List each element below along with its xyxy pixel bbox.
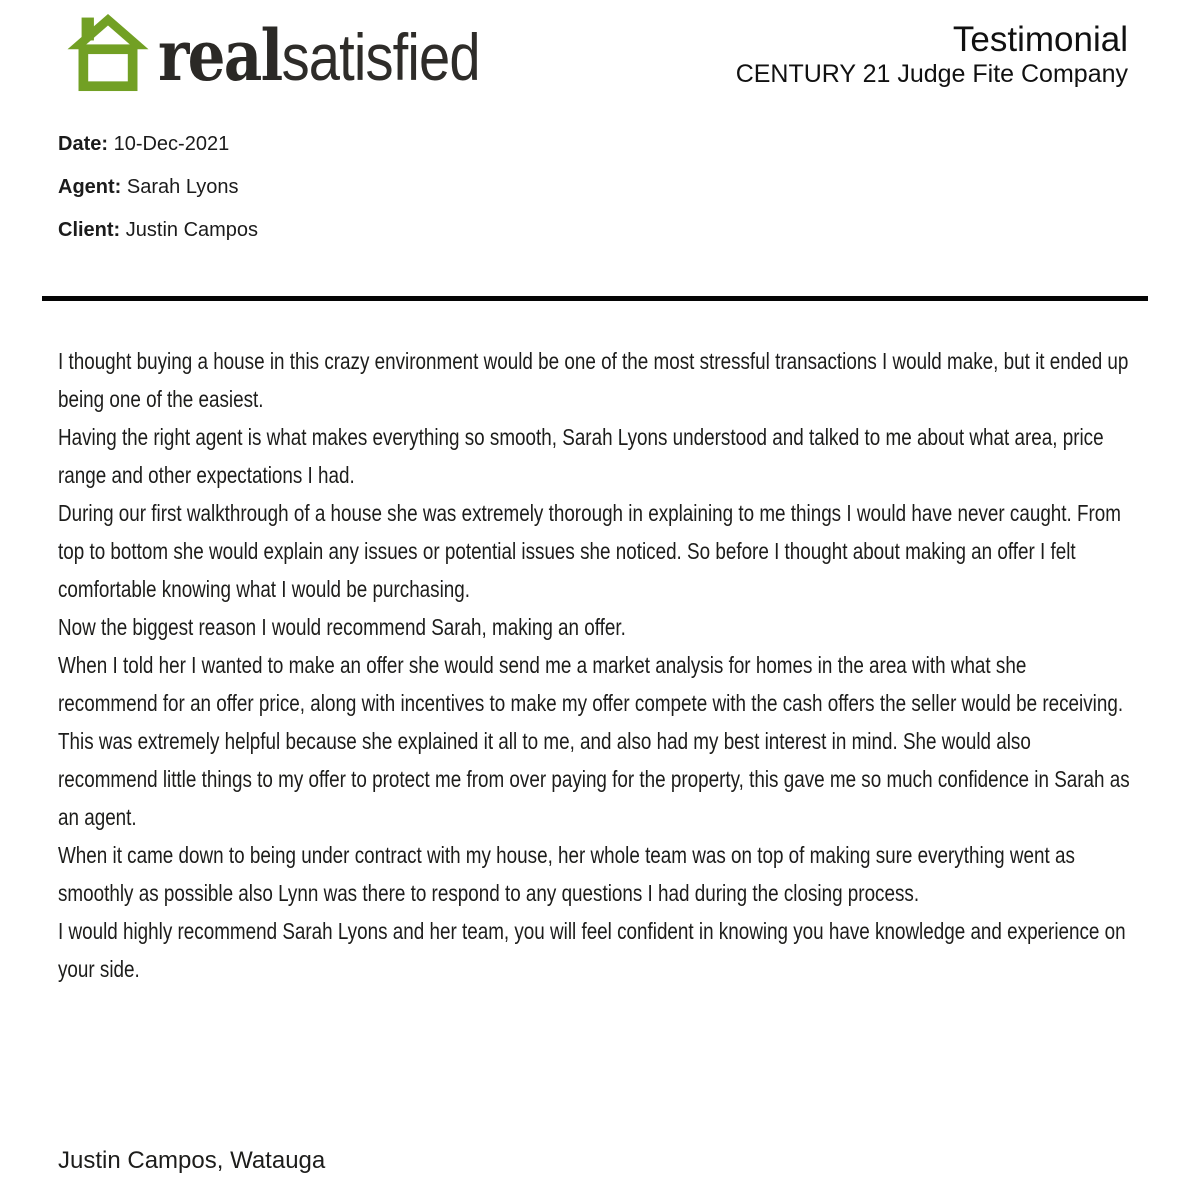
logo-word-satisfied: satisfied — [281, 20, 480, 94]
testimonial-paragraph: During our first walkthrough of a house she was extremely thorough in explaining to me things I would have never caught. From top to bottom she would explain any issues or potential issues she noticed. So before I thought about making an offer I felt comfortable knowing what I would be purchasing. — [58, 500, 1122, 602]
testimonial-paragraph: I would highly recommend Sarah Lyons and her team, you will feel confident in knowing you have knowledge and experience on your side. — [58, 918, 1126, 982]
testimonial-paragraph: When I told her I wanted to make an offer she would send me a market analysis for homes in the area with what she recommend for an offer price, along with incentives to make my offer compete with the cash offers the seller would be receiving. This was extremely helpful because she explained it all to me, and also had my best interest in mind. She would also recommend little things to my offer to protect me from over paying for the property, this gave me so much confidence in Sarah as an agent. — [58, 652, 1130, 830]
date-value: 10-Dec-2021 — [113, 133, 230, 155]
realsatisfied-logo — [64, 6, 537, 97]
meta-row-agent — [58, 176, 258, 198]
horizontal-divider — [42, 296, 1148, 301]
logo-wordmark — [158, 6, 480, 97]
document-header — [736, 20, 1128, 88]
agent-label: Agent: — [58, 176, 122, 198]
client-value: Justin Campos — [125, 219, 259, 241]
client-label: Client: — [58, 219, 121, 241]
agent-value: Sarah Lyons — [126, 176, 239, 198]
testimonial-paragraph: When it came down to being under contract with my house, her whole team was on top of making sure everything went as smoothly as possible also Lynn was there to respond to any questions I had during the closing process. — [58, 842, 1075, 906]
meta-row-client — [58, 219, 258, 241]
meta-row-date — [58, 133, 258, 155]
house-icon — [64, 6, 152, 96]
client-signature: Justin Campos, Watauga — [58, 1147, 326, 1174]
testimonial-body — [58, 342, 1130, 988]
company-name: CENTURY 21 Judge Fite Company — [735, 60, 1128, 88]
testimonial-paragraph: Now the biggest reason I would recommend Sarah, making an offer. — [58, 614, 626, 640]
logo-word-real: real — [158, 14, 282, 97]
testimonial-paragraph: Having the right agent is what makes everything so smooth, Sarah Lyons understood and talked to me about what area, price range and other expectations I had. — [58, 424, 1104, 488]
testimonial-paragraph: I thought buying a house in this crazy environment would be one of the most stressful transactions I would make, but it ended up being one of the easiest. — [58, 348, 1129, 412]
meta-section — [58, 133, 258, 262]
page-title: Testimonial — [952, 20, 1128, 59]
date-label: Date: — [58, 133, 109, 155]
